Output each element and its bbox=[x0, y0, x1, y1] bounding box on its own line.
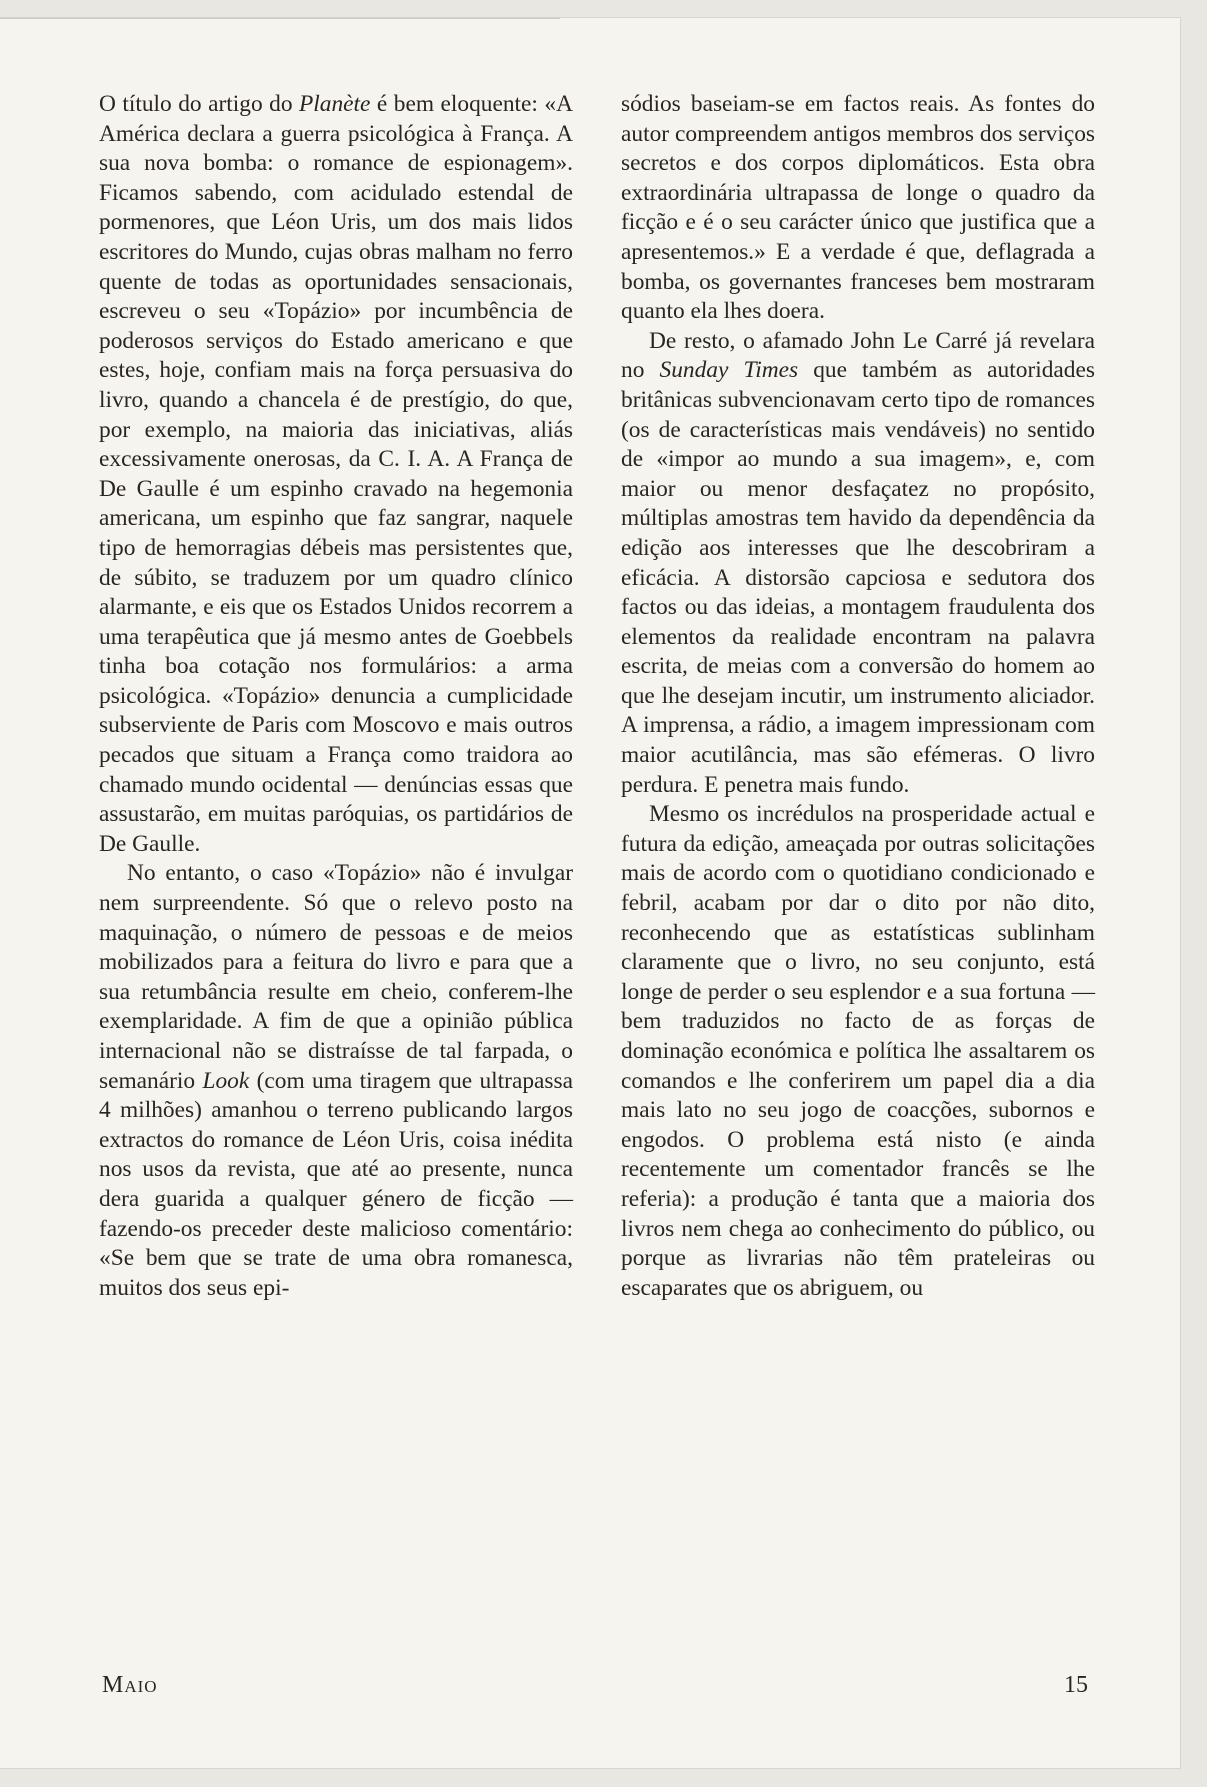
right-column bbox=[621, 90, 1095, 1303]
page-number: 15 bbox=[1064, 1672, 1088, 1698]
footer-month: Maio bbox=[102, 1672, 158, 1698]
magazine-page bbox=[0, 18, 1180, 1768]
paragraph: De resto, o afamado John Le Carré já revelara no Sunday Times que também as autoridades britânicas subvencionavam certo tipo de romances (os de características mais vendáveis) no sentido de «impor ao mundo a sua imagem», e, com maior ou menor desfaçatez no propósito, múltiplas amostras tem havido da dependência da edição aos interesses que lhe descobriram a eficácia. A distorsão capciosa e sedutora dos factos ou das ideias, a montagem fraudulenta dos elementos da realidade encontram na palavra escrita, de meias com a conversão do homem ao que lhe desejam incutir, um instrumento aliciador. A imprensa, a rádio, a imagem impressionam com maior acutilância, mas são efémeras. O livro perdura. E penetra mais fundo. bbox=[621, 327, 1095, 798]
left-column bbox=[99, 90, 573, 1303]
paragraph: No entanto, o caso «Topázio» não é invulgar nem surpreendente. Só que o relevo posto na maquinação, o número de pessoas e de meios mobilizados para a feitura do livro e para que a sua retumbância resulte em cheio, conferem-lhe exemplaridade. A fim de que a opinião pública internacional não se distraísse de tal farpada, o semanário Look (com uma tiragem que ultrapassa 4 milhões) amanhou o terreno publicando largos extractos do romance de Léon Uris, coisa inédita nos usos da revista, que até ao presente, nunca dera guarida a qualquer género de ficção — fazendo-os preceder deste malicioso comentário: «Se bem que se trate de uma obra romanesca, muitos dos seus epi- bbox=[99, 860, 574, 1301]
paragraph: Mesmo os incrédulos na prosperidade actual e futura da edição, ameaçada por outras solicitações mais de acordo com o quotidiano condicionado e febril, acabam por dar o dito por não dito, reconhecendo que as estatísticas sublinham claramente que o livro, no seu conjunto, está longe de perder o seu esplendor e a sua fortuna — bem traduzidos no facto de as forças de dominação económica e política lhe assaltarem os comandos e lhe conferirem um papel dia a dia mais lato no seu jogo de coacções, subornos e engodos. O problema está nisto (e ainda recentemente um comentador francês se lhe referia): a produção é tanta que a maioria dos livros nem chega ao conhecimento do público, ou porque as livrarias não têm prateleiras ou escaparates que os abriguem, ou bbox=[621, 801, 1095, 1301]
paragraph: O título do artigo do Planète é bem eloquente: «A América declara a guerra psicológica à França. A sua nova bomba: o romance de espionagem». Ficamos sabendo, com acidulado estendal de pormenores, que Léon Uris, um dos mais lidos escritores do Mundo, cujas obras malham no ferro quente de todas as oportunidades sensacionais, escreveu o seu «Topázio» por incumbência de poderosos serviços do Estado americano e que estes, hoje, confiam mais na força persuasiva do livro, quando a chancela é de prestígio, do que, por exemplo, na maioria das iniciativas, aliás excessivamente onerosas, da C. I. A. A França de De Gaulle é um espinho cravado na hegemonia americana, um espinho que faz sangrar, naquele tipo de hemorragias débeis mas persistentes que, de súbito, se traduzem por um quadro clínico alarmante, e eis que os Estados Unidos recorrem a uma terapêutica que já mesmo antes de Goebbels tinha boa cotação nos formulários: a arma psicológica. «Topázio» denuncia a cumplicidade subserviente de Paris com Moscovo e mais outros pecados que situam a França como traidora ao chamado mundo ocidental — denúncias essas que assustarão, em muitas paróquias, os partidários de De Gaulle. bbox=[99, 91, 573, 857]
paragraph: sódios baseiam-se em factos reais. As fontes do autor compreendem antigos membros dos serviços secretos e dos corpos diplomáticos. Esta obra extraordinária ultrapassa de longe o quadro da ficção e é o seu carácter único que justifica que a apresentemos.» E a verdade é que, deflagrada a bomba, os governantes franceses bem mostraram quanto ela lhes doera. bbox=[621, 91, 1095, 325]
page-top-edge-line bbox=[0, 18, 560, 19]
